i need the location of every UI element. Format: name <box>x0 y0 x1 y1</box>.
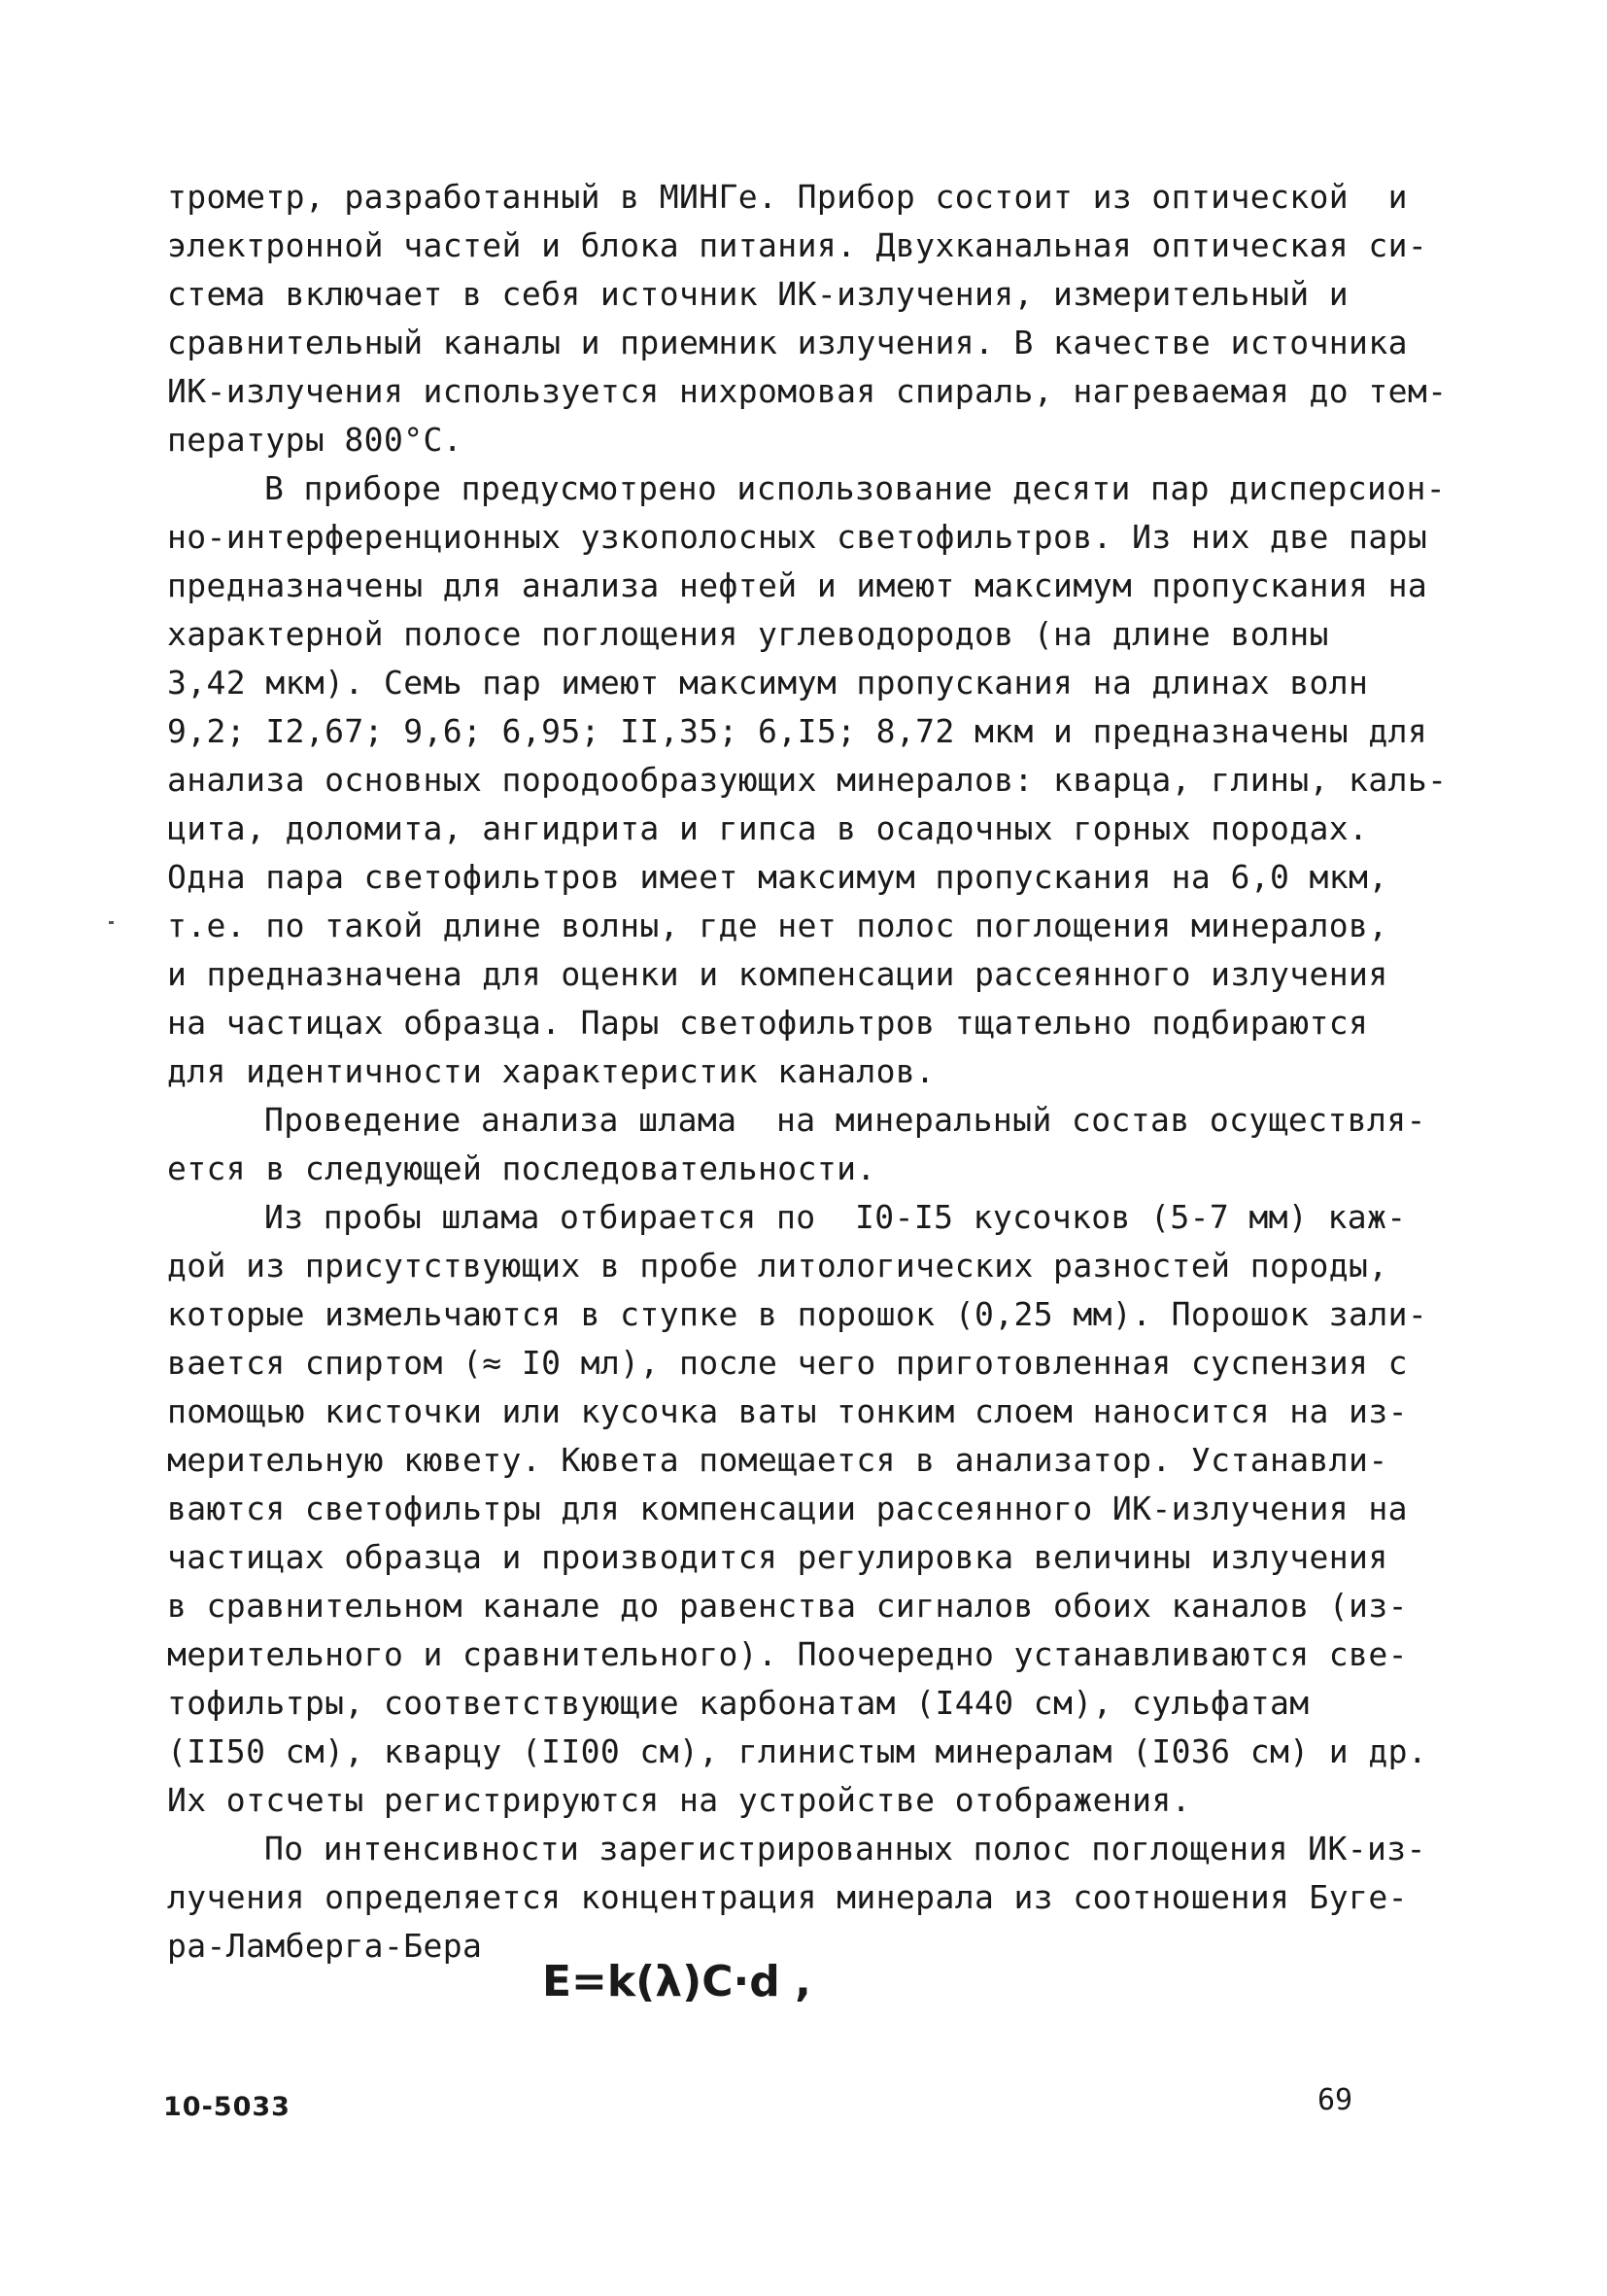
text-line: 3,42 мкм). Семь пар имеют максимум пропускания на длинах волн <box>167 664 1369 702</box>
text-line: Одна пара светофильтров имеет максимум пропускания на 6,0 мкм, <box>167 858 1388 896</box>
text-line: ется в следующей последовательности. <box>167 1149 876 1187</box>
text-line: лучения определяется концентрация минерала из соотношения Буге- <box>167 1878 1408 1916</box>
text-line: на частицах образца. Пары светофильтров тщательно подбираются <box>167 1004 1369 1042</box>
text-line: вается спиртом (≈ I0 мл), после чего приготовленная суспензия с <box>167 1344 1408 1382</box>
text-line: ра-Ламберга-Бера <box>167 1927 483 1965</box>
text-line: в сравнительном канале до равенства сигналов обоих каналов (из- <box>167 1587 1408 1625</box>
text-line: для идентичности характеристик каналов. <box>167 1052 936 1090</box>
text-line: помощью кисточки или кусочка ваты тонким слоем наносится на из- <box>167 1392 1408 1430</box>
text-line: (II50 см), кварцу (II00 см), глинистым минералам (I036 см) и др. <box>167 1732 1428 1770</box>
text-line: частицах образца и производится регулировка величины излучения <box>167 1538 1388 1576</box>
footer-code: 10-5033 <box>163 2092 291 2122</box>
text-line: стема включает в себя источник ИК-излучения, измерительный и <box>167 275 1350 313</box>
text-line: мерительного и сравнительного). Поочередно устанавливаются све- <box>167 1635 1408 1673</box>
text-line: электронной частей и блока питания. Двухканальная оптическая си- <box>167 226 1428 264</box>
text-line: анализа основных породообразующих минералов: кварца, глины, каль- <box>167 761 1448 799</box>
text-line: дой из присутствующих в пробе литологических разностей породы, <box>167 1247 1388 1285</box>
text-line: пературы 800°С. <box>167 421 463 459</box>
text-line: сравнительный каналы и приемник излучения. В качестве источника <box>167 324 1408 361</box>
text-line: но-интерференционных узкополосных светофильтров. Из них две пары <box>167 518 1428 556</box>
page-number: 69 <box>1317 2083 1353 2117</box>
text-line: которые измельчаются в ступке в порошок (0,25 мм). Порошок зали- <box>167 1295 1428 1333</box>
text-line: Проведение анализа шлама на минеральный состав осуществля- <box>264 1101 1426 1139</box>
margin-mark <box>109 921 114 924</box>
text-line: характерной полосе поглощения углеводородов (на длине волны <box>167 615 1329 653</box>
text-line: Из пробы шлама отбирается по I0-I5 кусочков (5-7 мм) каж- <box>264 1198 1407 1236</box>
text-line: цита, доломита, ангидрита и гипса в осадочных горных породах. <box>167 809 1369 847</box>
text-line: В приборе предусмотрено использование десяти пар дисперсион- <box>264 469 1447 507</box>
text-line: Их отсчеты регистрируются на устройстве отображения. <box>167 1781 1191 1819</box>
text-line: т.е. по такой длине волны, где нет полос поглощения минералов, <box>167 907 1388 944</box>
text-line: трометр, разработанный в МИНГе. Прибор состоит из оптической и <box>167 178 1408 216</box>
formula: E=k(λ)C·d , <box>542 1957 811 2006</box>
text-line: предназначены для анализа нефтей и имеют максимум пропускания на <box>167 566 1428 604</box>
text-line: тофильтры, соответствующие карбонатам (I440 см), сульфатам <box>167 1684 1310 1722</box>
text-line: ваются светофильтры для компенсации рассеянного ИК-излучения на <box>167 1490 1408 1527</box>
text-line: и предназначена для оценки и компенсации рассеянного излучения <box>167 955 1388 993</box>
text-line: мерительную кювету. Кювета помещается в анализатор. Устанавли- <box>167 1441 1388 1479</box>
text-line: ИК-излучения используется нихромовая спираль, нагреваемая до тем- <box>167 372 1448 410</box>
text-line: 9,2; I2,67; 9,6; 6,95; II,35; 6,I5; 8,72 мкм и предназначены для <box>167 712 1428 750</box>
text-line: По интенсивности зарегистрированных полос поглощения ИК-из- <box>264 1830 1426 1868</box>
